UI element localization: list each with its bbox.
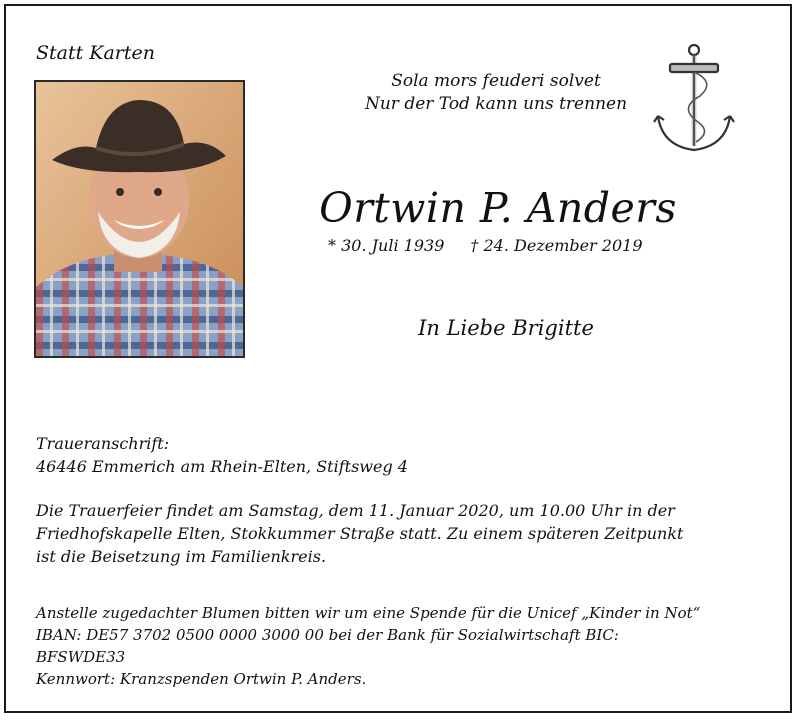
donation-line-3: BFSWDE33 [36,648,126,666]
portrait-photo [34,80,245,358]
address-label: Traueranschrift: [36,434,170,453]
ceremony-line-2: Friedhofskapelle Elten, Stokkummer Straße statt. Zu einem späteren Zeitpunkt [36,524,684,543]
motto [336,70,656,116]
anchor-icon [652,42,736,162]
motto-line-german: Nur der Tod kann uns trennen [364,94,628,114]
birth-date: * 30. Juli 1939 [328,236,445,255]
obituary-card [4,4,792,713]
signature-line: In Liebe Brigitte [418,316,594,340]
life-dates [328,236,688,255]
donation-line-1: Anstelle zugedachter Blumen bitten wir um eine Spende für die Unicef „Kinder in Not“ [36,604,701,622]
donation-line-2: IBAN: DE57 3702 0500 0000 3000 00 bei der Bank für Sozialwirtschaft BIC: [36,626,619,644]
ceremony-line-3: ist die Beisetzung im Familienkreis. [36,547,327,566]
donation-info [36,602,776,690]
address-value: 46446 Emmerich am Rhein-Elten, Stiftsweg 4 [36,457,408,476]
header-statt-karten: Statt Karten [36,42,156,64]
donation-line-4: Kennwort: Kranzspenden Ortwin P. Anders. [36,670,367,688]
death-date: † 24. Dezember 2019 [470,236,643,255]
deceased-name: Ortwin P. Anders [319,184,677,232]
ceremony-info [36,499,776,568]
mourning-address [36,432,776,478]
ceremony-line-1: Die Trauerfeier findet am Samstag, dem 11. Januar 2020, um 10.00 Uhr in der [36,501,675,520]
portrait-image [36,82,243,356]
motto-line-latin: Sola mors feuderi solvet [391,71,601,91]
